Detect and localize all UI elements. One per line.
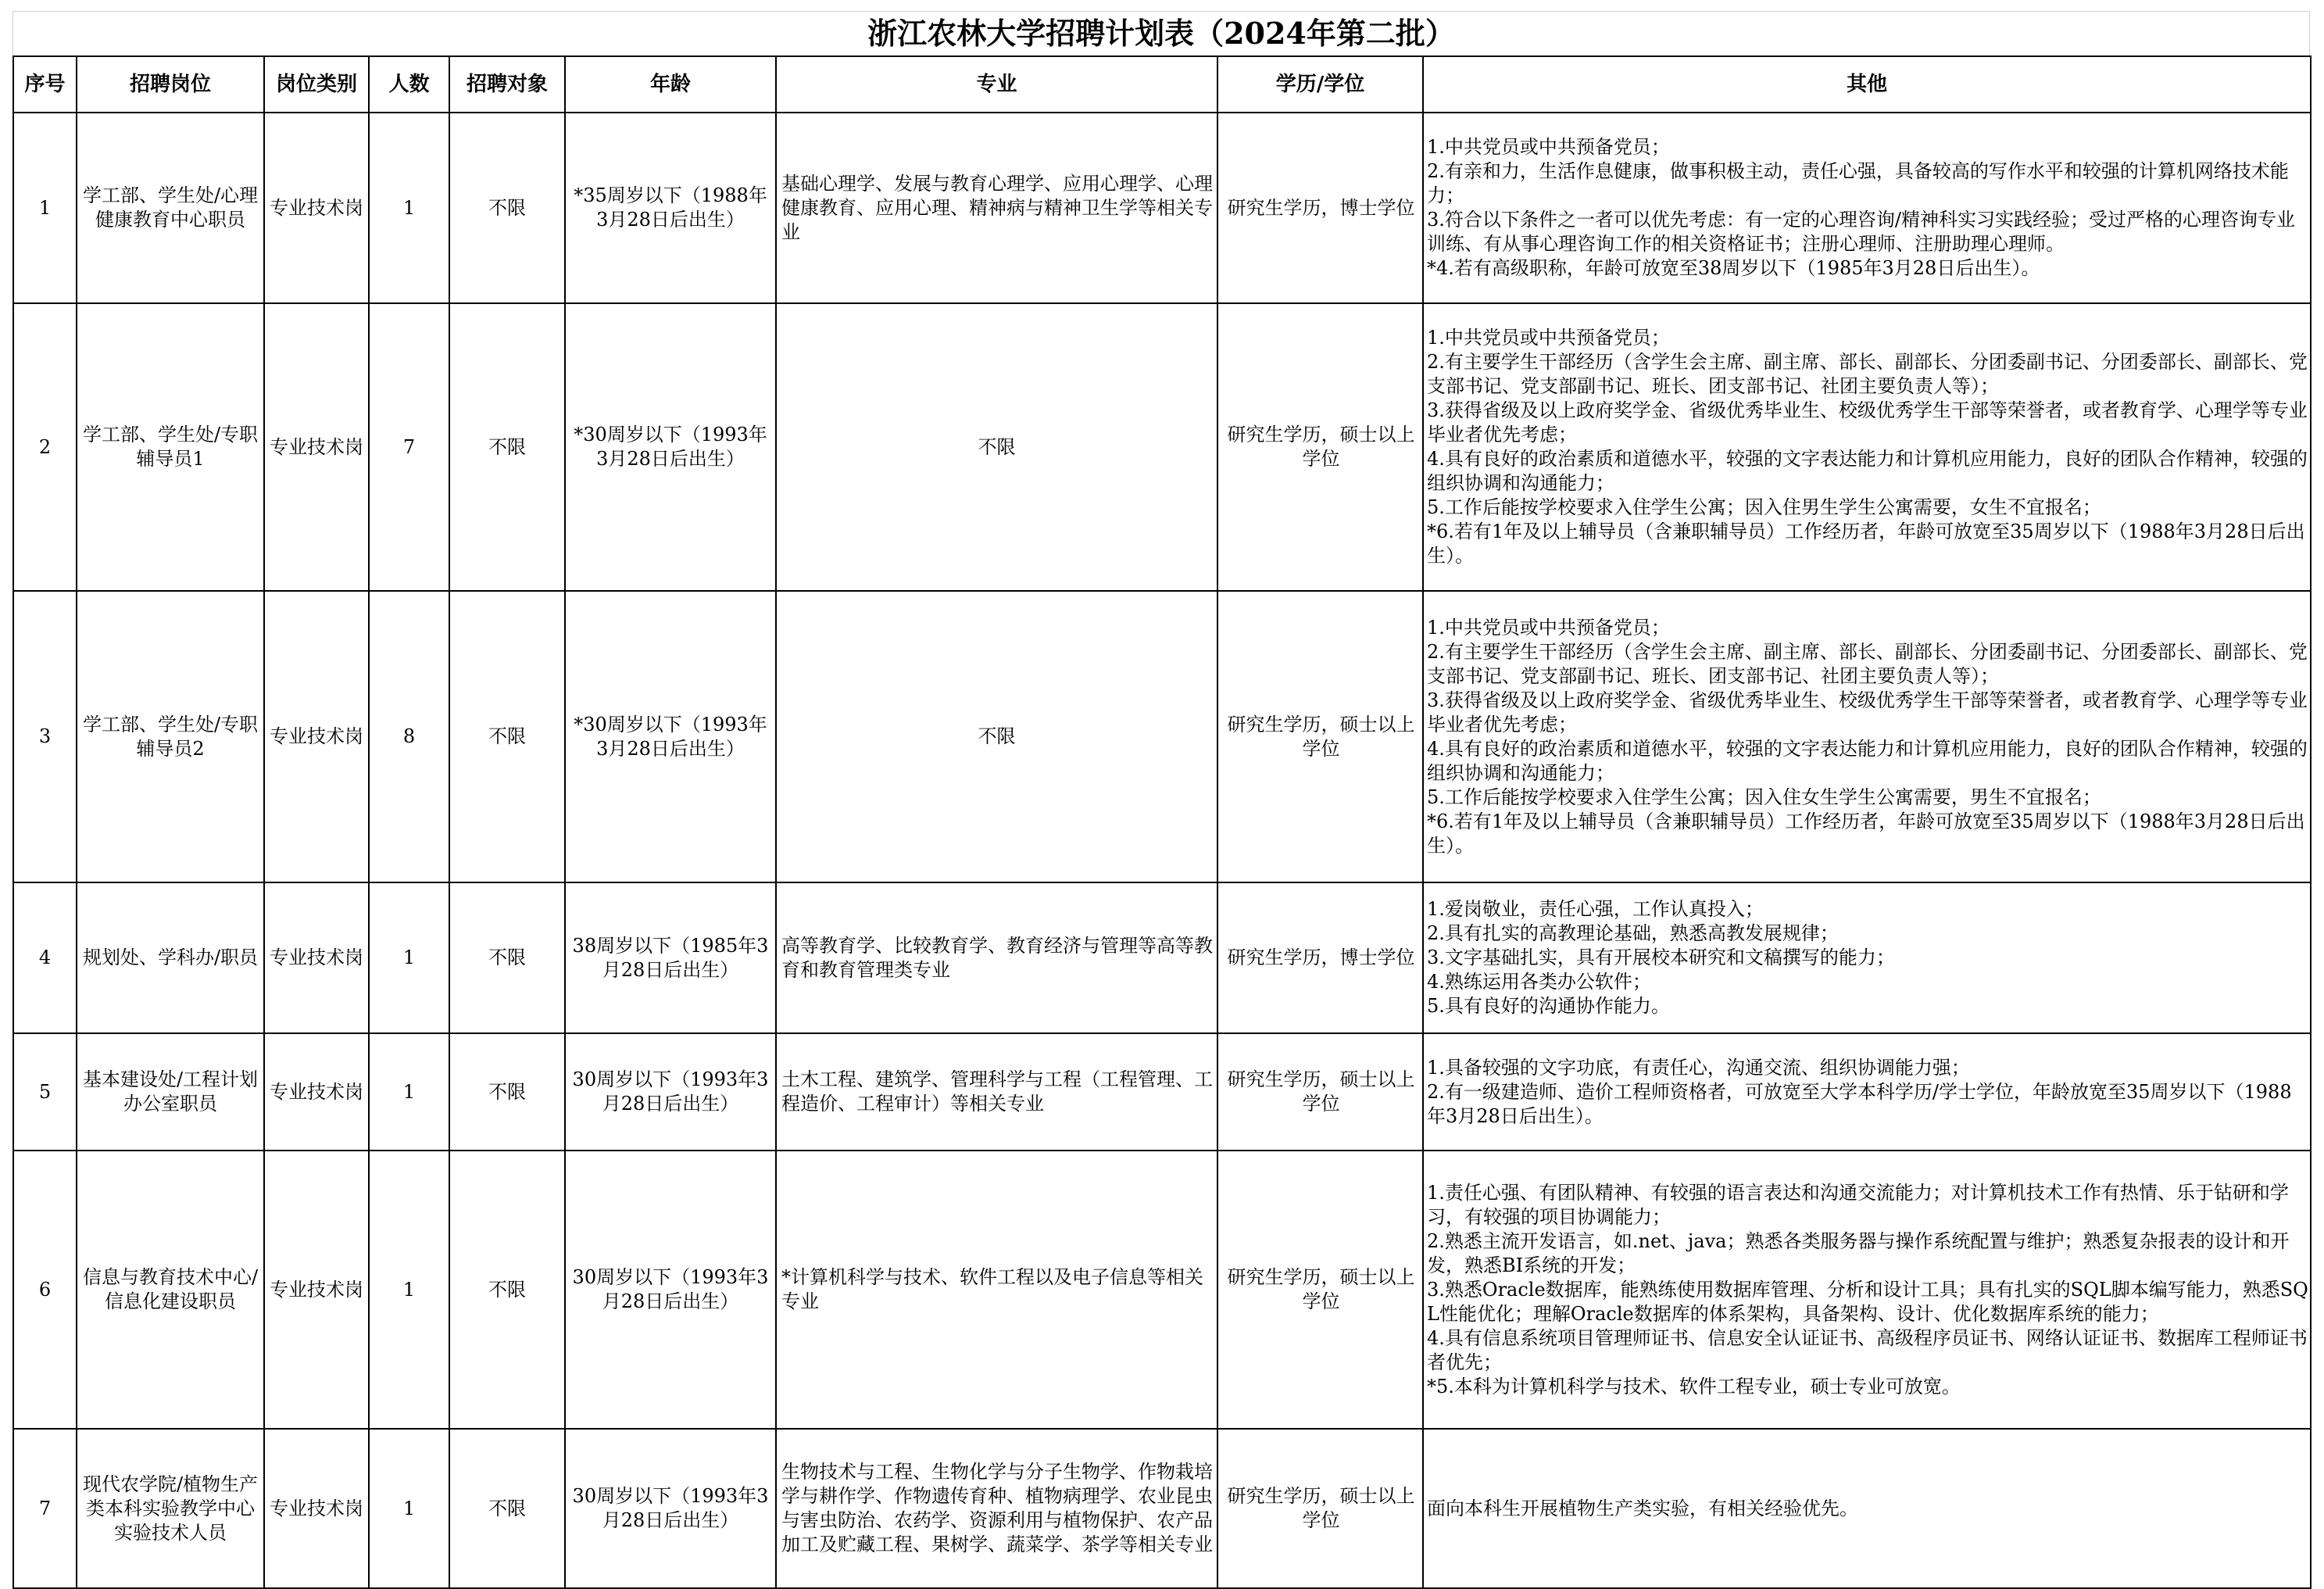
cell-position: 规划处、学科办/职员 (77, 882, 264, 1033)
requirement-item: 1.爱岗敬业，责任心强，工作认真投入； (1427, 898, 1764, 920)
cell-no: 7 (13, 1429, 77, 1588)
requirement-item: 4.具有良好的政治素质和道德水平，较强的文字表达能力和计算机应用能力，良好的团队合作精神，较强的组织协调和沟通能力； (1427, 737, 2308, 784)
cell-age: 38周岁以下（1985年3月28日后出生） (565, 882, 776, 1033)
requirement-item: 2.有主要学生干部经历（含学生会主席、副主席、部长、副部长、分团委副书记、分团委部长、副部长、党支部书记、党支部副书记、班长、团支部书记、社团主要负责人等）； (1427, 351, 2308, 397)
header-other: 其他 (1423, 56, 2311, 113)
cell-target: 不限 (449, 303, 565, 591)
table-row (13, 1429, 2311, 1588)
cell-age: *30周岁以下（1993年3月28日后出生） (565, 303, 776, 591)
cell-position: 信息与教育技术中心/信息化建设职员 (77, 1151, 264, 1429)
page-title: 浙江农林大学招聘计划表（2024年第二批） (13, 11, 2310, 55)
header-row (13, 56, 2311, 113)
requirement-item: 1.责任心强、有团队精神、有较强的语言表达和沟通交流能力；对计算机技术工作有热情、乐于钻研和学习，有较强的项目协调能力； (1427, 1181, 2289, 1228)
cell-position: 基本建设处/工程计划办公室职员 (77, 1033, 264, 1151)
cell-no: 5 (13, 1033, 77, 1151)
requirement-item: *6.若有1年及以上辅导员（含兼职辅导员）工作经历者，年龄可放宽至35周岁以下（1988年3月28日后出生）。 (1427, 810, 2305, 857)
cell-major: 基础心理学、发展与教育心理学、应用心理学、心理健康教育、应用心理、精神病与精神卫生学等相关专业 (776, 113, 1217, 303)
requirement-item: *4.若有高级职称，年龄可放宽至38周岁以下（1985年3月28日后出生）。 (1427, 257, 2040, 279)
header-position: 招聘岗位 (77, 56, 264, 113)
requirement-item: 1.中共党员或中共预备党员； (1427, 616, 1670, 639)
cell-other (1423, 1151, 2311, 1429)
requirement-item: *5.本科为计算机科学与技术、软件工程专业，硕士专业可放宽。 (1427, 1375, 1961, 1398)
cell-no: 6 (13, 1151, 77, 1429)
cell-age: 30周岁以下（1993年3月28日后出生） (565, 1033, 776, 1151)
cell-degree: 研究生学历，硕士以上学位 (1217, 1151, 1423, 1429)
header-no: 序号 (13, 56, 77, 113)
cell-major: 高等教育学、比较教育学、教育经济与管理等高等教育和教育管理类专业 (776, 882, 1217, 1033)
requirement-item: 面向本科生开展植物生产类实验，有相关经验优先。 (1427, 1497, 1858, 1519)
requirement-item: 2.有主要学生干部经历（含学生会主席、副主席、部长、副部长、分团委副书记、分团委部长、副部长、党支部书记、党支部副书记、班长、团支部书记、社团主要负责人等）； (1427, 640, 2308, 687)
cell-major: 土木工程、建筑学、管理科学与工程（工程管理、工程造价、工程审计）等相关专业 (776, 1033, 1217, 1151)
header-count: 人数 (369, 56, 449, 113)
table-row (13, 1033, 2311, 1151)
cell-degree: 研究生学历，硕士以上学位 (1217, 1033, 1423, 1151)
cell-age: 30周岁以下（1993年3月28日后出生） (565, 1151, 776, 1429)
cell-count: 1 (369, 113, 449, 303)
requirement-item: 4.具有良好的政治素质和道德水平，较强的文字表达能力和计算机应用能力，良好的团队合作精神，较强的组织协调和沟通能力； (1427, 448, 2308, 494)
cell-target: 不限 (449, 113, 565, 303)
cell-category: 专业技术岗 (264, 1033, 369, 1151)
header-target: 招聘对象 (449, 56, 565, 113)
cell-other (1423, 113, 2311, 303)
table-row (13, 1151, 2311, 1429)
cell-other (1423, 1429, 2311, 1588)
cell-position: 现代农学院/植物生产类本科实验教学中心实验技术人员 (77, 1429, 264, 1588)
cell-count: 1 (369, 1033, 449, 1151)
cell-age: *30周岁以下（1993年3月28日后出生） (565, 591, 776, 882)
cell-category: 专业技术岗 (264, 882, 369, 1033)
requirement-item: 3.获得省级及以上政府奖学金、省级优秀毕业生、校级优秀学生干部等荣誉者，或者教育学、心理学等专业毕业者优先考虑； (1427, 399, 2308, 446)
requirement-item: 2.具有扎实的高教理论基础，熟悉高教发展规律； (1427, 922, 1839, 944)
header-major: 专业 (776, 56, 1217, 113)
recruitment-table (13, 55, 2311, 1589)
cell-category: 专业技术岗 (264, 113, 369, 303)
cell-count: 1 (369, 1429, 449, 1588)
cell-other (1423, 882, 2311, 1033)
cell-degree: 研究生学历，博士学位 (1217, 113, 1423, 303)
cell-category: 专业技术岗 (264, 303, 369, 591)
cell-count: 1 (369, 882, 449, 1033)
cell-target: 不限 (449, 1033, 565, 1151)
requirement-item: 1.中共党员或中共预备党员； (1427, 327, 1670, 349)
cell-other (1423, 303, 2311, 591)
cell-target: 不限 (449, 1151, 565, 1429)
requirement-item: 3.文字基础扎实，具有开展校本研究和文稿撰写的能力； (1427, 947, 1895, 968)
cell-major: 不限 (776, 591, 1217, 882)
cell-no: 3 (13, 591, 77, 882)
cell-degree: 研究生学历，硕士以上学位 (1217, 1429, 1423, 1588)
cell-target: 不限 (449, 882, 565, 1033)
cell-position: 学工部、学生处/专职辅导员1 (77, 303, 264, 591)
requirement-item: 1.具备较强的文字功底，有责任心，沟通交流、组织协调能力强； (1427, 1056, 1970, 1079)
cell-degree: 研究生学历，硕士以上学位 (1217, 303, 1423, 591)
recruitment-sheet (13, 11, 2310, 1589)
requirement-item: 3.符合以下条件之一者可以优先考虑：有一定的心理咨询/精神科实习实践经验；受过严格的心理咨询专业训练、有从事心理咨询工作的相关资格证书；注册心理师、注册助理心理师。 (1427, 209, 2295, 255)
cell-position: 学工部、学生处/专职辅导员2 (77, 591, 264, 882)
cell-position: 学工部、学生处/心理健康教育中心职员 (77, 113, 264, 303)
cell-category: 专业技术岗 (264, 591, 369, 882)
cell-category: 专业技术岗 (264, 1151, 369, 1429)
cell-category: 专业技术岗 (264, 1429, 369, 1588)
cell-no: 1 (13, 113, 77, 303)
cell-major: *计算机科学与技术、软件工程以及电子信息等相关专业 (776, 1151, 1217, 1429)
requirement-item: 4.熟练运用各类办公软件； (1427, 971, 1651, 993)
cell-target: 不限 (449, 591, 565, 882)
requirement-item: 2.有亲和力，生活作息健康，做事积极主动，责任心强，具备较高的写作水平和较强的计算机网络技术能力； (1427, 160, 2289, 206)
cell-major: 不限 (776, 303, 1217, 591)
table-row (13, 882, 2311, 1033)
requirement-item: 5.具有良好的沟通协作能力。 (1427, 995, 1670, 1017)
requirement-item: 5.工作后能按学校要求入住学生公寓；因入住女生学生公寓需要，男生不宜报名； (1427, 786, 2101, 808)
requirement-item: 2.有一级建造师、造价工程师资格者，可放宽至大学本科学历/学士学位，年龄放宽至35周岁以下（1988年3月28日后出生）。 (1427, 1080, 2292, 1127)
cell-count: 7 (369, 303, 449, 591)
header-category: 岗位类别 (264, 56, 369, 113)
table-row (13, 591, 2311, 882)
requirement-item: *6.若有1年及以上辅导员（含兼职辅导员）工作经历者，年龄可放宽至35周岁以下（1988年3月28日后出生）。 (1427, 521, 2305, 567)
cell-degree: 研究生学历，硕士以上学位 (1217, 591, 1423, 882)
cell-target: 不限 (449, 1429, 565, 1588)
requirement-item: 4.具有信息系统项目管理师证书、信息安全认证证书、高级程序员证书、网络认证证书、数据库工程师证书者优先； (1427, 1326, 2308, 1373)
table-row (13, 303, 2311, 591)
cell-degree: 研究生学历，博士学位 (1217, 882, 1423, 1033)
cell-other (1423, 1033, 2311, 1151)
requirement-item: 5.工作后能按学校要求入住学生公寓；因入住男生学生公寓需要，女生不宜报名； (1427, 496, 2101, 518)
header-degree: 学历/学位 (1217, 56, 1423, 113)
table-row (13, 113, 2311, 303)
cell-count: 8 (369, 591, 449, 882)
cell-age: 30周岁以下（1993年3月28日后出生） (565, 1429, 776, 1588)
requirement-item: 3.获得省级及以上政府奖学金、省级优秀毕业生、校级优秀学生干部等荣誉者，或者教育学、心理学等专业毕业者优先考虑； (1427, 689, 2308, 735)
cell-no: 2 (13, 303, 77, 591)
requirement-item: 2.熟悉主流开发语言，如.net、java；熟悉各类服务器与操作系统配置与维护；熟悉复杂报表的设计和开发，熟悉BI系统的开发； (1427, 1229, 2290, 1276)
cell-no: 4 (13, 882, 77, 1033)
cell-other (1423, 591, 2311, 882)
cell-count: 1 (369, 1151, 449, 1429)
cell-age: *35周岁以下（1988年3月28日后出生） (565, 113, 776, 303)
header-age: 年龄 (565, 56, 776, 113)
requirement-item: 1.中共党员或中共预备党员； (1427, 136, 1670, 158)
cell-major: 生物技术与工程、生物化学与分子生物学、作物栽培学与耕作学、作物遗传育种、植物病理学、农业昆虫与害虫防治、农药学、资源利用与植物保护、农产品加工及贮藏工程、果树学、蔬菜学、茶学等相关专业 (776, 1429, 1217, 1588)
requirement-item: 3.熟悉Oracle数据库，能熟练使用数据库管理、分析和设计工具；具有扎实的SQL脚本编写能力，熟悉SQL性能优化；理解Oracle数据库的体系架构，具备架构、设计、优化数据库系统的能力； (1427, 1278, 2308, 1325)
